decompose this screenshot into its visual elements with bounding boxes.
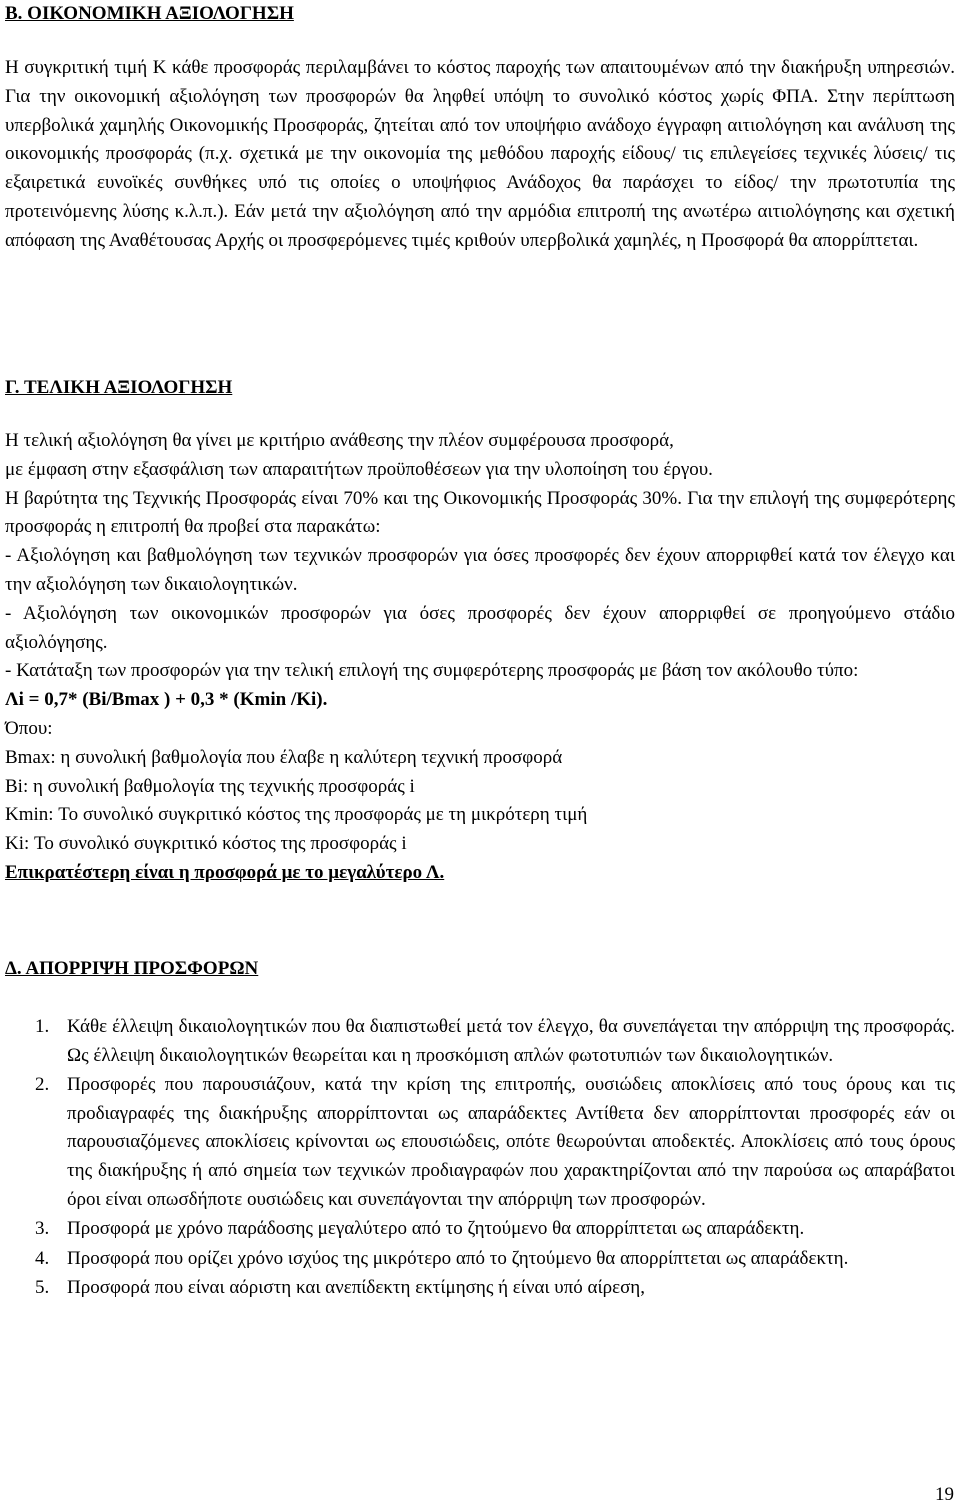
weighting-paragraph: Η βαρύτητα της Τεχνικής Προσφοράς είναι 70% και της Οικονομικής Προσφοράς 30%. Για την επιλογή της συμφερότερης προσφοράς η επιτροπή θα προβεί στα παρακάτω: — [5, 487, 955, 538]
section-c-heading: Γ. ΤΕΛΙΚΗ ΑΞΙΟΛΟΓΗΣΗ — [5, 377, 233, 398]
section-d-heading: Δ. ΑΠΟΡΡΙΨΗ ΠΡΟΣΦΟΡΩΝ — [5, 958, 259, 979]
section-b-body — [5, 54, 955, 256]
list-item-number: 3. — [35, 1218, 50, 1240]
section-c-line: Η τελική αξιολόγηση θα γίνει με κριτήριο ανάθεσης την πλέον συμφέρουσα προσφορά, — [5, 430, 674, 451]
list-item-text: Προσφορά με χρόνο παράδοσης μεγαλύτερο από το ζητούμενο θα απορρίπτεται ως απαράδεκτη. — [67, 1218, 805, 1240]
definition-line: Kmin: Το συνολικό συγκριτικό κόστος της προσφοράς με τη μικρότερη τιμή — [5, 804, 588, 826]
evaluation-step: - Αξιολόγηση των οικονομικών προσφορών για όσες προσφορές δεν έχουν απορριφθεί σε προηγούμενο στάδιο αξιολόγησης. — [5, 602, 955, 653]
section-c-line: με έμφαση στην εξασφάλιση των απαραιτήτων προϋποθέσεων για την υλοποίηση του έργου. — [5, 458, 713, 480]
section-c-body — [5, 427, 955, 888]
section-b — [5, 0, 955, 28]
list-item-text: Προσφορά που είναι αόριστη και ανεπίδεκτη εκτίμησης ή είναι υπό αίρεση, — [67, 1277, 645, 1299]
definition-line: Bmax: η συνολική βαθμολογία που έλαβε η καλύτερη τεχνική προσφορά — [5, 746, 563, 768]
definition-line: Ki: Το συνολικό συγκριτικό κόστος της προσφοράς i — [5, 833, 407, 855]
list-item-number: 4. — [35, 1247, 50, 1269]
section-c-header — [5, 374, 232, 402]
list-item — [5, 1245, 955, 1274]
list-item — [5, 1274, 955, 1303]
section-b-paragraph: Η συγκριτική τιμή Κ κάθε προσφοράς περιλαμβάνει το κόστος παροχής των απαιτουμένων από την διακήρυξη υπηρεσιών. Για την οικονομική αξιολόγηση των προσφορών θα ληφθεί υπόψη το συνολικό κόστος χωρίς ΦΠΑ. Στην περίπτωση υπερβολικά χαμηλής Οικονομικής Προσφοράς, ζητείται από τον υποψήφιο ανάδοχο έγγραφη αιτιολόγηση και ανάλυση της οικονομικής προσφοράς (π.χ. σχετικά με την οικονομία της μεθόδου παροχής είδους/ τις επιλεγείσες τεχνικές λύσεις/ τις εξαιρετικά ευνοϊκές συνθήκες υπό τις οποίες ο υποψήφιος Ανάδοχος θα παράσχει το είδος/ την πρωτοτυπία της προτεινόμενης λύσης κ.λ.π.). Εάν μετά την αξιολόγηση από την αρμόδια επιτροπή της ανωτέρω αιτιολόγησης και σχετική απόφαση της Αναθέτουσας Αρχής οι προσφερόμενες τιμές κριθούν υπερβολικά χαμηλές, η Προσφορά θα απορρίπτεται. — [5, 57, 955, 251]
list-item-number: 5. — [35, 1277, 50, 1299]
page-number: 19 — [935, 1484, 954, 1505]
ranking-formula: Λi = 0,7* (Bi/Bmax ) + 0,3 * (Kmin /Ki). — [5, 689, 328, 711]
list-item-number: 2. — [35, 1074, 50, 1096]
evaluation-step: - Κατάταξη των προσφορών για την τελική επιλογή της συμφερότερης προσφοράς με βάση τον ακόλουθο τύπο: — [5, 660, 859, 682]
conclusion-line: Επικρατέστερη είναι η προσφορά με το μεγαλύτερο Λ. — [5, 861, 445, 883]
where-label: Όπου: — [5, 717, 53, 739]
list-item-text: Κάθε έλλειψη δικαιολογητικών που θα διαπιστωθεί μετά τον έλεγχο, θα συνεπάγεται την απόρριψη της προσφοράς. Ως έλλειψη δικαιολογητικών θεωρείται και η προσκόμιση απλών φωτοτυπιών των δικαιολογητικών. — [67, 1016, 955, 1066]
rejection-list — [5, 1013, 955, 1303]
list-item — [5, 1013, 955, 1070]
section-d-header — [5, 955, 258, 983]
evaluation-step: - Αξιολόγηση και βαθμολόγηση των τεχνικών προσφορών για όσες προσφορές δεν έχουν απορριφθεί κατά τον έλεγχο και την αξιολόγηση των δικαιολογητικών. — [5, 545, 955, 595]
list-item — [5, 1215, 955, 1244]
list-item-text: Προσφορά που ορίζει χρόνο ισχύος της μικρότερο από το ζητούμενο θα απορρίπτεται ως απαράδεκτη. — [67, 1247, 849, 1269]
list-item-number: 1. — [35, 1016, 50, 1037]
section-b-heading: Β. ΟΙΚΟΝΟΜΙΚΗ ΑΞΙΟΛΟΓΗΣΗ — [5, 3, 294, 24]
list-item — [5, 1071, 955, 1214]
definition-line: Bi: η συνολική βαθμολογία της τεχνικής προσφοράς i — [5, 775, 415, 797]
list-item-text: Προσφορές που παρουσιάζουν, κατά την κρίση της επιτροπής, ουσιώδεις αποκλίσεις από τους όρους και τις προδιαγραφές της διακήρυξης απορρίπτονται ως απαράδεκτες Αντίθετα δεν απορρίπτονται προσφορές εάν οι παρουσιαζόμενες αποκλίσεις κρίνονται ως επουσιώδεις, οπότε θεωρούνται αποδεκτές. Αποκλίσεις από τους όρους της διακήρυξης ή από σημεία των τεχνικών προδιαγραφών που χαρακτηρίζονται από την παρούσα ως απαράβατοι όροι είναι οπωσδήποτε ουσιώδεις και συνεπάγονται την απόρριψη των προσφορών. — [67, 1074, 955, 1210]
